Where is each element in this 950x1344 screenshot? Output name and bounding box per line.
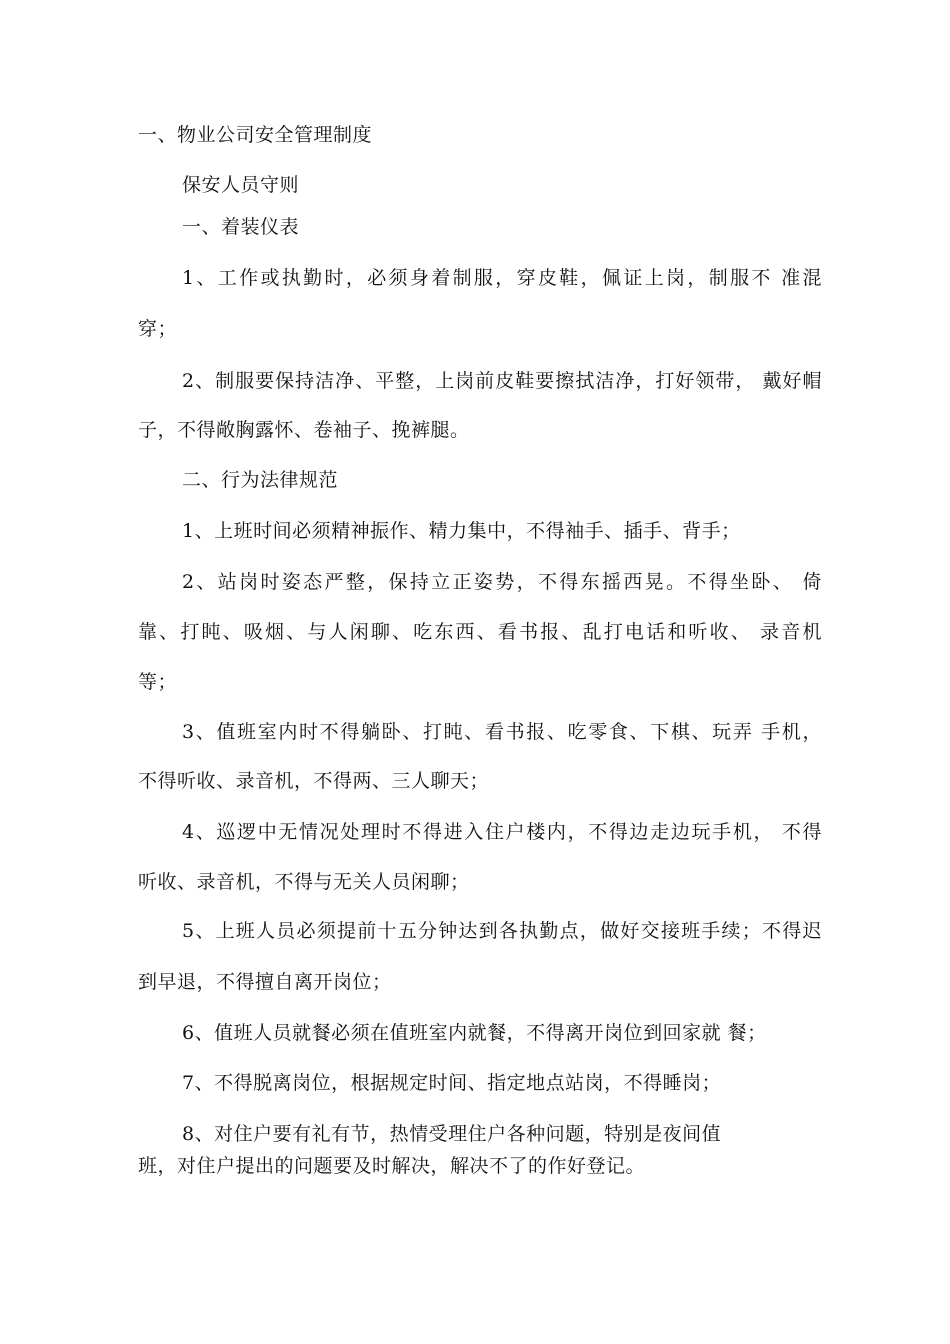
subtitle: 保安人员守则 [182,174,300,196]
paragraph-line: 班，对住户提出的问题要及时解决，解决不了的作好登记。 [138,1155,646,1177]
paragraph-line: 8、对住户要有礼有节，热情受理住户各种问题，特别是夜间值 [182,1123,722,1145]
paragraph-line: 7、不得脱离岗位，根据规定时间、指定地点站岗，不得睡岗； [182,1072,722,1094]
main-title: 一、物业公司安全管理制度 [138,124,373,146]
paragraph-line: 2、站岗时姿态严整，保持立正姿势，不得东摇西晃。不得坐卧、 倚 [182,571,822,593]
paragraph-line: 6、值班人员就餐必须在值班室内就餐，不得离开岗位到回家就 餐； [182,1022,767,1044]
paragraph-line: 子，不得敞胸露怀、卷袖子、挽裤腿。 [138,419,470,441]
paragraph-line: 1、工作或执勤时，必须身着制服，穿皮鞋，佩证上岗，制服不 准混 [182,267,822,289]
paragraph-line: 等； [138,671,178,693]
section-heading-1: 一、着装仪表 [182,216,300,238]
paragraph-line: 靠、打盹、吸烟、与人闲聊、吃东西、看书报、乱打电话和听收、 录音机 [138,621,822,643]
paragraph-line: 不得听收、录音机，不得两、三人聊天； [138,770,490,792]
paragraph-line: 到早退，不得擅自离开岗位； [138,971,392,993]
paragraph-line: 听收、录音机，不得与无关人员闲聊； [138,871,470,893]
paragraph-line: 5、上班人员必须提前十五分钟达到各执勤点，做好交接班手续；不得迟 [182,920,822,942]
section-heading-2: 二、行为法律规范 [182,469,339,491]
paragraph-line: 穿； [138,318,178,340]
paragraph-line: 3、值班室内时不得躺卧、打盹、看书报、吃零食、下棋、玩弄 手机， [182,721,822,743]
paragraph-line: 4、巡逻中无情况处理时不得进入住户楼内，不得边走边玩手机， 不得 [182,821,822,843]
paragraph-line: 1、上班时间必须精神振作、精力集中，不得袖手、插手、背手； [182,520,741,542]
paragraph-line: 2、制服要保持洁净、平整，上岗前皮鞋要擦拭洁净，打好领带， 戴好帽 [182,370,822,392]
